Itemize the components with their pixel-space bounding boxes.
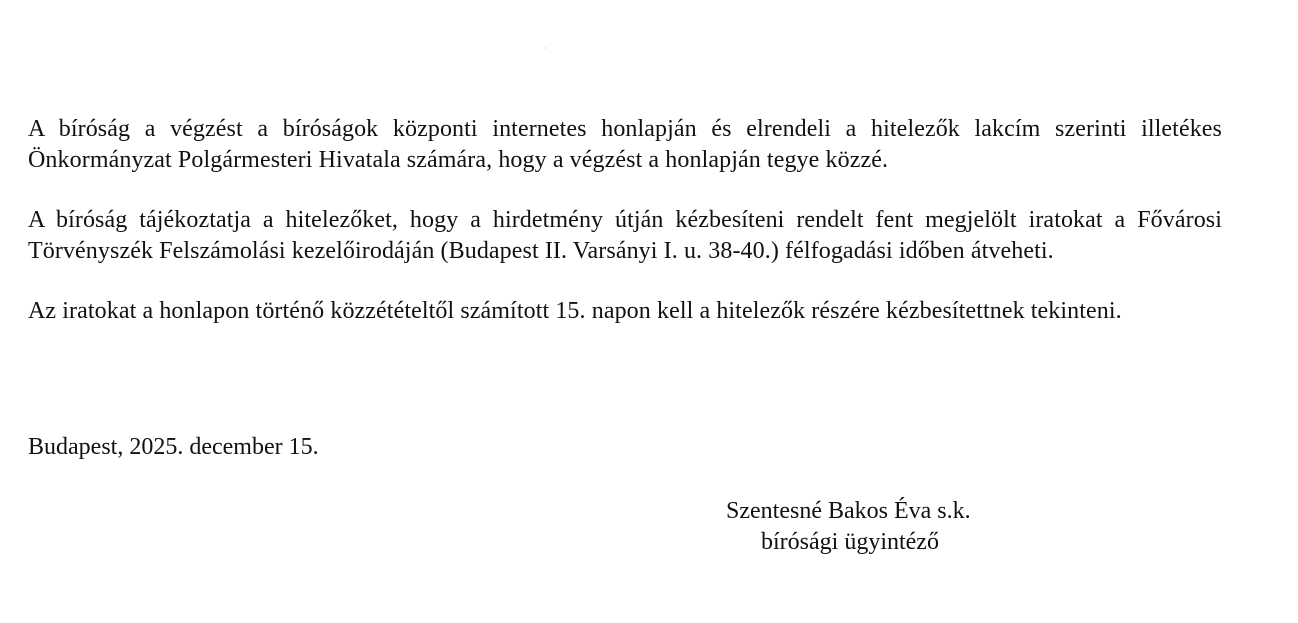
signature-block <box>726 496 1016 558</box>
signatory-name: Szentesné Bakos Éva s.k. <box>726 498 971 524</box>
document-body <box>28 114 1222 356</box>
paragraph-delivery-deadline: Az iratokat a honlapon történő közzétételtől számított 15. napon kell a hitelezők részére kézbesítettnek tekinteni. <box>28 298 1122 324</box>
paragraph-creditor-notice: A bíróság tájékoztatja a hitelezőket, hogy a hirdetmény útján kézbesíteni rendelt fent megjelölt iratokat a Fővárosi Törvényszék Felszámolási kezelőirodáján (Budapest II. Varsányi I. u. 38-40.) félfogadási időben átveheti. <box>28 207 1222 264</box>
place-and-date: Budapest, 2025. december 15. <box>28 434 319 460</box>
scan-speck <box>545 47 547 49</box>
signatory-title: bírósági ügyintéző <box>761 529 939 555</box>
paragraph-publication-order: A bíróság a végzést a bíróságok központi internetes honlapján és elrendeli a hitelezők lakcím szerinti illetékes Önkormányzat Polgármesteri Hivatala számára, hogy a végzést a honlapján tegye közzé. <box>28 116 1222 173</box>
